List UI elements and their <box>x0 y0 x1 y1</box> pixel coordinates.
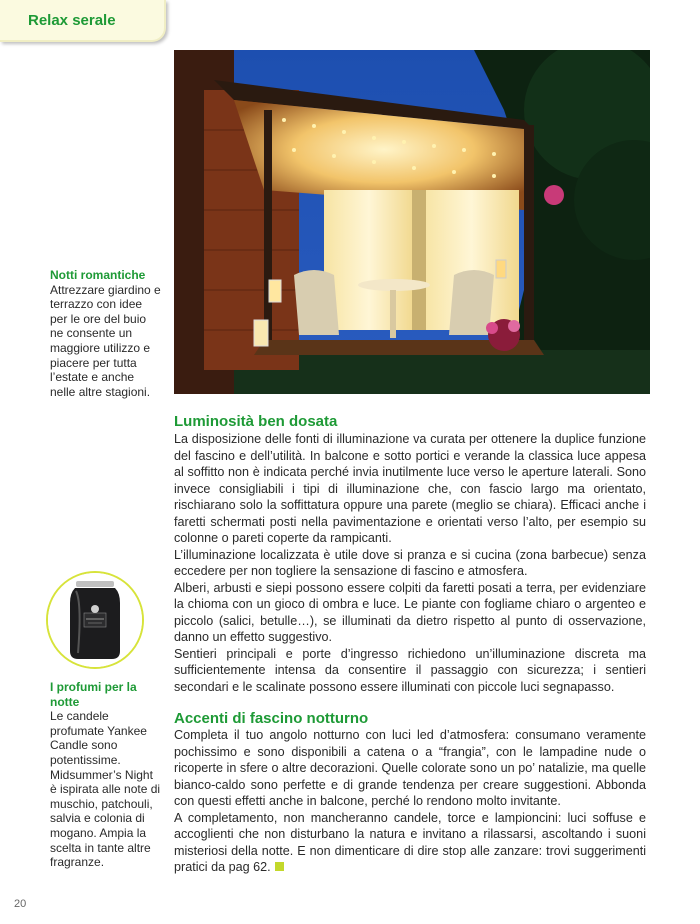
sidenote-perfumes-text: Le candele profumate Yankee Candle sono potentissime. Midsummer’s Night è ispirata alle note di muschio, patchouli, salvia e colonia di mogano. Ampia la scelta in tante altre fragranze. <box>50 709 161 870</box>
paragraph: La disposizione delle fonti di illuminazione va curata per ottenere la duplice funzione del fascino e dell’utilità. In balcone e sotto portici e verande la classica luce appesa al soffitto non è indicata perché invia inutilmente luce verso le aperture laterali. Sono invece consigliabili i tipi di illuminazione che, con fascio largo ma orientato, rischiarano solo la soffittatura oppure una parete (meglio se chiara). Efficaci anche i faretti schermati posti nella pavimentazione e orientati verso l’alto, per esempio su colonne o pareti coperte da rampicanti. <box>174 432 646 545</box>
pergola-night-photo <box>174 50 650 394</box>
section-accents-body <box>174 727 646 876</box>
paragraph: L’illuminazione localizzata è utile dove si pranza e si cucina (zona barbecue) senza eccedere per non togliere la sensazione di fascino e atmosfera. <box>174 547 646 578</box>
candle-photo <box>46 571 144 669</box>
section-title: Relax serale <box>28 12 116 29</box>
paragraph-last <box>174 810 646 876</box>
heading-lighting: Luminosità ben dosata <box>174 413 338 430</box>
paragraph: Sentieri principali e porte d’ingresso richiedono un’illuminazione discreta ma sufficientemente intensa da consentire il passaggio con sicurezza; i sentieri secondari e le scalinate possono essere illuminati con piccole luci segnapasso. <box>174 646 646 694</box>
paragraph: Completa il tuo angolo notturno con luci led d’atmosfera: consumano veramente pochissimo e sono disponibili a catena o a “frangia”, con le lampadine nude o ricoperte in sfere o altre decorazioni. Quelle colorate sono un po’ natalizie, ma quelle bianco-caldo sono perfette e di grande tendenza per creare suggestioni. Abbonda con questi effetti anche in balcone, perché lo rendono molto invitante. <box>174 728 646 808</box>
sidenote-romantic-title: Notti romantiche <box>50 268 146 282</box>
heading-night-accents: Accenti di fascino notturno <box>174 710 369 727</box>
end-of-article-mark <box>275 862 284 871</box>
sidenote-perfumes-title: I profumi per la notte <box>50 680 137 709</box>
paragraph-last-text: A completamento, non mancheranno candele, torce e lampioncini: luci soffuse e accoglienti che non disturbano la natura e invitano a rilassarsi, ascoltando i suoni misteriosi della notte. E non dimenticare di dire stop alle zanzare: trovi suggerimenti pratici da pag 62. <box>174 810 646 874</box>
page-number: 20 <box>14 898 27 910</box>
sidenote-perfumes <box>50 680 162 870</box>
section-lighting-body <box>174 431 646 695</box>
section-tab <box>0 0 166 42</box>
sidenote-romantic-nights <box>50 268 162 399</box>
paragraph: Alberi, arbusti e siepi possono essere colpiti da faretti posati a terra, per evidenziare la chioma con un gioco di ombra e luce. Le piante con fogliame chiaro o argenteo e piccolo (salici, betulle…), se illuminati da dietro rispetto al punto di osservazione, danno un effetto suggestivo. <box>174 580 646 644</box>
sidenote-romantic-text: Attrezzare giardino e terrazzo con idee per le ore del buio ne consente un maggiore utilizzo e piacere per tutta l’estate e anche nelle altre stagioni. <box>50 282 161 399</box>
